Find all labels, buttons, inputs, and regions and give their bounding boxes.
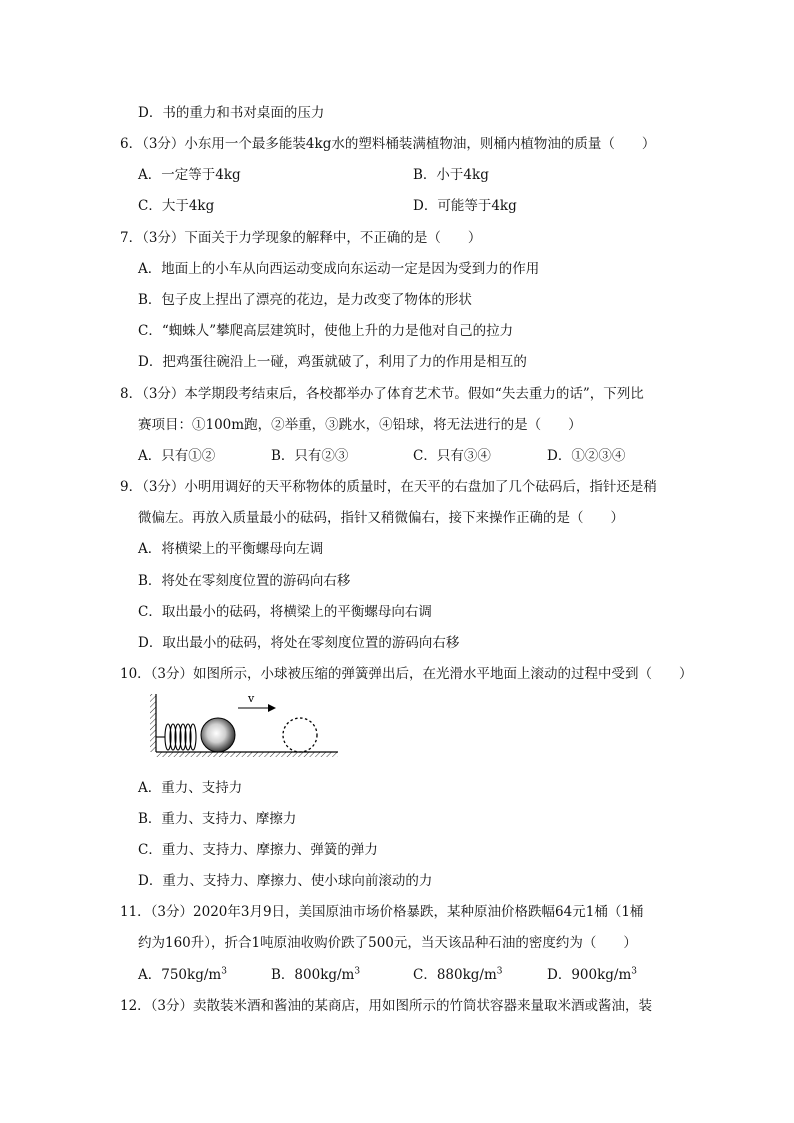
velocity-arrowhead — [268, 704, 276, 712]
q6-options-row1 — [0, 166, 794, 184]
q8-option-b: B．只有②③ — [271, 448, 349, 464]
q7-option-d: D．把鸡蛋往碗沿上一碰，鸡蛋就破了，利用了力的作用是相互的 — [138, 354, 527, 370]
q11-option-b: B．$800kg/m^3$ — [271, 966, 361, 983]
q10-option-d: D．重力、支持力、摩擦力、使小球向前滚动的力 — [138, 873, 433, 889]
q6-options-row2 — [0, 197, 794, 215]
spring — [156, 724, 196, 750]
q6-option-d: D．可能等于4kg — [413, 198, 517, 214]
q7-option-a: A．地面上的小车从向西运动变成向东运动一定是因为受到力的作用 — [138, 261, 540, 277]
q6-option-b: B．小于4kg — [413, 167, 489, 183]
q8-option-a: A．只有①② — [138, 448, 216, 464]
ball — [201, 718, 235, 752]
q6-option-c: C．大于4kg — [138, 198, 215, 214]
q7-option-c: C．“蜘蛛人”攀爬高层建筑时，使他上升的力是他对自己的拉力 — [138, 323, 514, 339]
ball-dashed-position — [283, 718, 317, 752]
q10-option-a: A．重力、支持力 — [138, 780, 243, 796]
q11-option-d: D．$900kg/m^3$ — [547, 966, 637, 983]
q12-stem: 12．（3分）卖散装米酒和酱油的某商店，用如图所示的竹筒状容器来量取米酒或酱油，装 — [120, 998, 653, 1014]
q11-option-a: A．$750kg/m^3$ — [138, 966, 227, 983]
q6-option-a: A．一定等于4kg — [138, 167, 241, 183]
ground-hatch — [156, 752, 338, 757]
q9-option-c: C．取出最小的砝码，将横梁上的平衡螺母向右调 — [138, 604, 432, 620]
wall-hatch — [150, 694, 156, 752]
q9-option-d: D．取出最小的砝码，将处在零刻度位置的游码向右移 — [138, 635, 460, 651]
q8-option-c: C．只有③④ — [413, 448, 491, 464]
q7-option-b: B．包子皮上捏出了漂亮的花边，是力改变了物体的形状 — [138, 292, 472, 308]
q9-stem-line2: 微偏左。再放入质量最小的砝码，指针又稍微偏右，接下来操作正确的是（ ） — [138, 510, 624, 526]
q9-stem-line1: 9．（3分）小明用调好的天平称物体的质量时，在天平的右盘加了几个砝码后，指针还是稍 — [120, 479, 657, 495]
q7-stem: 7．（3分）下面关于力学现象的解释中，不正确的是（ ） — [120, 230, 482, 246]
velocity-label: v — [248, 692, 255, 705]
q5-option-d: D．书的重力和书对桌面的压力 — [138, 105, 325, 121]
q11-stem-line1: 11．（3分）2020年3月9日，美国原油市场价格暴跌，某种原油价格跌幅64元1桶（1桶 — [120, 904, 644, 920]
q10-stem: 10．（3分）如图所示，小球被压缩的弹簧弹出后，在光滑水平地面上滚动的过程中受到（ ） — [120, 666, 693, 682]
q11-option-c: C．$880kg/m^3$ — [413, 966, 503, 983]
q9-option-a: A．将横梁上的平衡螺母向左调 — [138, 541, 324, 557]
q11-stem-line2: 约为160升），折合1吨原油收购价跌了500元，当天该品种石油的密度约为（ ） — [138, 935, 637, 951]
spring-ball-figure — [150, 690, 340, 758]
q8-stem-line1: 8．（3分）本学期段考结束后，各校都举办了体育艺术节。假如“失去重力的话”，下列比 — [120, 386, 644, 402]
q11-options-row — [0, 966, 794, 984]
q10-option-c: C．重力、支持力、摩擦力、弹簧的弹力 — [138, 842, 378, 858]
q8-options-row — [0, 447, 794, 465]
q9-option-b: B．将处在零刻度位置的游码向右移 — [138, 573, 351, 589]
q6-stem: 6．（3分）小东用一个最多能装4kg水的塑料桶装满植物油，则桶内植物油的质量（ ） — [120, 136, 656, 152]
q8-option-d: D．①②③④ — [547, 448, 626, 464]
q10-option-b: B．重力、支持力、摩擦力 — [138, 811, 297, 827]
q8-stem-line2: 赛项目：①100m跑，②举重，③跳水，④铅球，将无法进行的是（ ） — [138, 417, 582, 433]
